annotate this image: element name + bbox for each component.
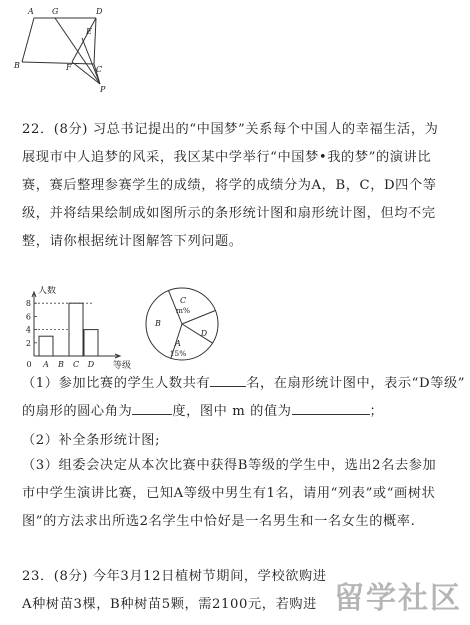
pie-chart: [142, 284, 222, 364]
q22-sub1-c: 的扇形的圆心角为: [22, 404, 133, 419]
q23-line1: 23．(8分) 今年3月12日植树节期间，学校欲购进: [22, 569, 327, 584]
slice-value-a: 15%: [169, 349, 187, 358]
slice-label-c: C: [179, 296, 187, 305]
answer-blank-count[interactable]: [210, 374, 246, 387]
x-tick-label: B: [58, 360, 64, 369]
label-g: G: [52, 7, 59, 16]
q22-sub1-d: 度，图中 m 的值为: [172, 404, 292, 419]
answer-blank-m[interactable]: [292, 402, 370, 415]
x-tick-label: A: [43, 360, 49, 369]
y-tick-label: 6: [25, 312, 31, 322]
q22-sub1-line1: [22, 372, 465, 391]
bar-chart: [18, 286, 138, 371]
label-d: D: [96, 7, 103, 16]
watermark: 留学社区: [334, 581, 462, 616]
slice-label-d: D: [200, 329, 208, 338]
q22-sub1-a: （1）参加比赛的学生人数共有: [22, 376, 211, 391]
label-a: A: [28, 7, 34, 16]
bar-a: [39, 336, 53, 356]
y-tick-label: 4: [25, 325, 31, 335]
q22-intro: 22．(8分) 习总书记提出的“中国梦”关系每个中国人的幸福生活，为展现市中人追梦的风采，我区某中学举行“中国梦•我的梦”的演讲比赛，赛后整理参赛学生的成绩，将学的成绩分为A，B，C，D四个等级，并将结果绘制成如图所示的条形统计图和扇形统计图，但均不完整，请你根据统计图解答下列问题。: [22, 122, 439, 249]
q22-sub1-line2: [22, 400, 383, 419]
x-axis-label: 等级: [112, 361, 132, 371]
label-c: C: [96, 65, 103, 74]
slice-label-b: B: [155, 319, 161, 328]
x-tick-label: D: [87, 360, 95, 369]
label-f: F: [66, 63, 72, 72]
y-axis-label: 人数: [38, 286, 57, 296]
label-e: E: [86, 27, 92, 36]
q22-sub1-b: 名，在扇形统计图中，表示“D等级”: [246, 376, 466, 391]
q22-sub2: （2）补全条形统计图;: [22, 433, 161, 448]
y-tick-label: 2: [25, 338, 31, 348]
geometry-figure: [10, 4, 130, 94]
answer-blank-angle[interactable]: [132, 402, 172, 415]
q23-line2: A种树苗3棵，B种树苗5颗，需2100元，若购进: [22, 597, 317, 612]
bar-c: [69, 303, 83, 356]
label-b: B: [14, 61, 20, 70]
slice-value-c: m%: [175, 306, 191, 315]
slice-label-a: A: [175, 339, 181, 348]
label-p: P: [100, 85, 106, 94]
q22-sub3: （3）组委会决定从本次比赛中获得B等级的学生中，选出2名去参加市中学生演讲比赛，已知A等级中男生有1名，请用“列表”或“画树状图”的方法求出所选2名学生中恰好是一名男生和一名女生的概率.: [22, 458, 437, 529]
y-tick-label: 8: [25, 299, 31, 309]
q22-sub1-e: ；: [369, 404, 384, 419]
x-tick-label: C: [72, 360, 80, 369]
origin-label: 0: [26, 360, 32, 369]
bar-d: [84, 330, 98, 356]
